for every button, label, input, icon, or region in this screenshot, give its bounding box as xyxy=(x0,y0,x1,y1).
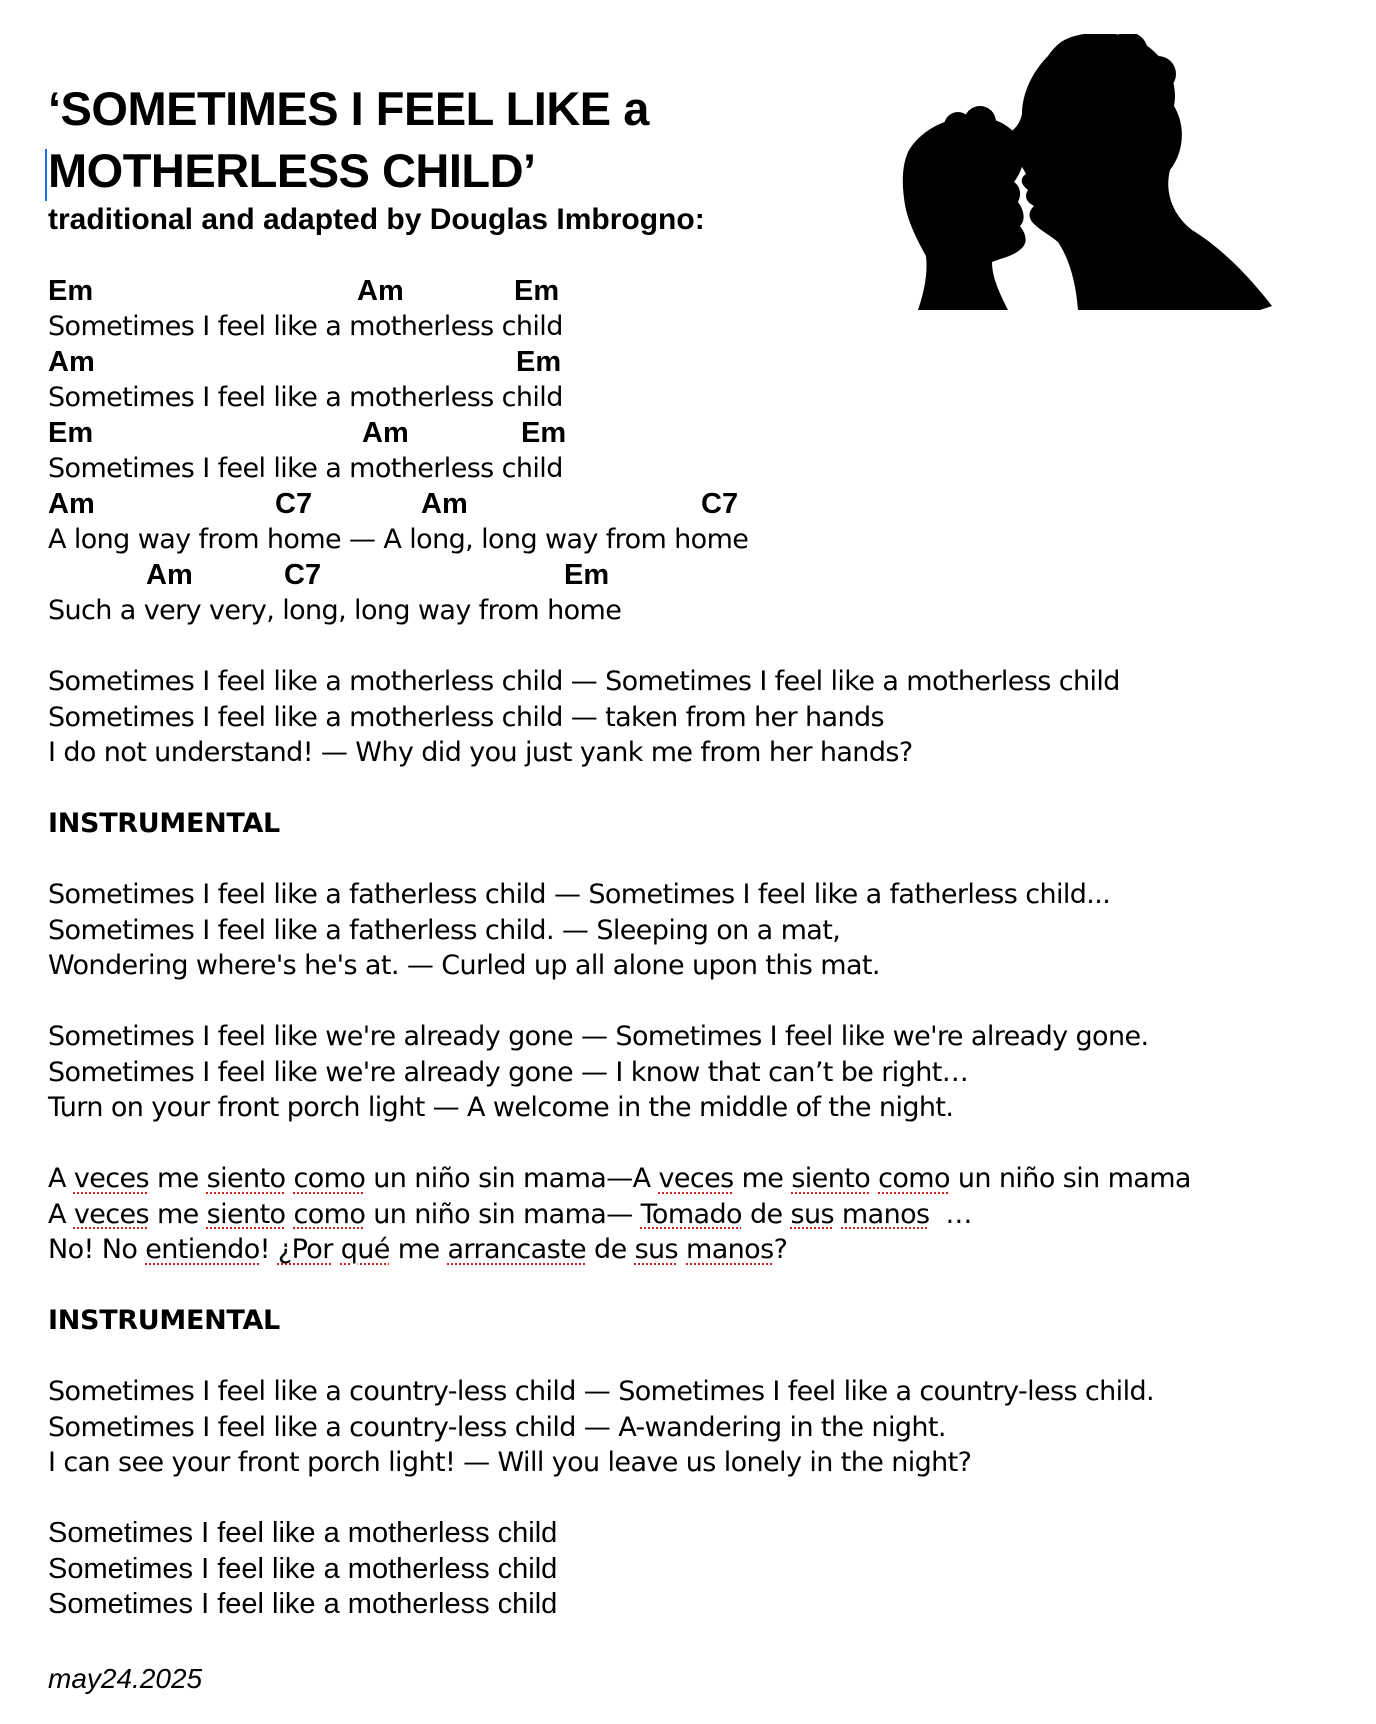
text-cursor xyxy=(45,149,47,201)
misspelled-word[interactable]: qué xyxy=(340,1234,390,1265)
misspelled-word[interactable]: siento xyxy=(791,1163,871,1194)
chord: Am xyxy=(421,487,468,520)
lyric-line: Sometimes I feel like a country-less child — Sometimes I feel like a country-less child. xyxy=(48,1376,1154,1407)
chord-line xyxy=(48,487,1348,523)
misspelled-word[interactable]: ¿Por xyxy=(277,1234,333,1265)
chord-line xyxy=(48,416,1348,452)
lyric-line: Wondering where's he's at. — Curled up all alone upon this mat. xyxy=(48,950,880,981)
text: A xyxy=(48,1198,74,1230)
lyric-line: Sometimes I feel like a motherless child — taken from her hands xyxy=(48,701,885,733)
lyric-line: Turn on your front porch light — A welcome in the middle of the night. xyxy=(48,1092,954,1123)
lyric-line: Sometimes I feel like we're already gone — Sometimes I feel like we're already gone. xyxy=(48,1021,1149,1052)
spacer xyxy=(48,1126,1348,1162)
misspelled-word[interactable]: siento xyxy=(206,1198,286,1230)
spacer xyxy=(48,629,1348,665)
instrumental-heading: INSTRUMENTAL xyxy=(48,808,280,839)
lyric-line: I do not understand! — Why did you just yank me from her hands? xyxy=(48,737,913,768)
misspelled-word[interactable]: como xyxy=(878,1163,950,1194)
text: … xyxy=(929,1198,972,1230)
song-title xyxy=(48,78,1348,202)
misspelled-word[interactable]: manos xyxy=(841,1198,930,1230)
lyric-line xyxy=(48,1161,1348,1197)
chord: Am xyxy=(48,487,95,520)
title-line-1: ‘SOMETIMES I FEEL LIKE a xyxy=(48,82,649,135)
misspelled-word[interactable]: entiendo xyxy=(145,1234,260,1265)
verse-6 xyxy=(48,1374,1348,1481)
text: No! No xyxy=(48,1234,146,1265)
misspelled-word[interactable]: sus xyxy=(634,1234,679,1265)
text: un niño sin mama xyxy=(949,1163,1191,1194)
text: de xyxy=(741,1198,791,1230)
text: un niño sin mama—A xyxy=(365,1163,659,1194)
misspelled-word[interactable]: como xyxy=(293,1198,366,1230)
text xyxy=(333,1234,341,1265)
text: me xyxy=(389,1234,448,1265)
misspelled-word[interactable]: arrancaste xyxy=(447,1234,587,1265)
lyric-line: A long way from home — A long, long way from home xyxy=(48,524,749,555)
instrumental-heading: INSTRUMENTAL xyxy=(48,1305,280,1336)
title-line-2: MOTHERLESS CHILD’ xyxy=(48,144,536,197)
text: me xyxy=(733,1163,792,1194)
ending-line: Sometimes I feel like a motherless child xyxy=(48,1588,558,1620)
song-sheet xyxy=(48,78,1348,1623)
misspelled-word[interactable]: manos xyxy=(686,1234,774,1265)
chord: C7 xyxy=(275,487,313,520)
lyric-line: Such a very very, long, long way from home xyxy=(48,595,622,626)
chord: Em xyxy=(516,345,562,378)
chord-line xyxy=(48,274,1348,310)
misspelled-word[interactable]: como xyxy=(293,1163,366,1194)
chord-line xyxy=(48,558,1348,594)
lyric-line: Sometimes I feel like a motherless child xyxy=(48,311,563,342)
song-subtitle: traditional and adapted by Douglas Imbrogno: xyxy=(48,203,705,236)
lyric-line: Sometimes I feel like a country-less child — A-wandering in the night. xyxy=(48,1411,946,1443)
text: me xyxy=(148,1198,207,1230)
lyric-line xyxy=(48,1197,1348,1233)
misspelled-word[interactable]: veces xyxy=(658,1163,734,1194)
ending-line: Sometimes I feel like a motherless child xyxy=(48,1552,558,1585)
ending-line: Sometimes I feel like a motherless child xyxy=(48,1517,558,1549)
chord-line xyxy=(48,345,1348,381)
chord: Em xyxy=(564,558,610,591)
verse-2 xyxy=(48,664,1348,771)
spacer xyxy=(48,771,1348,807)
chord: C7 xyxy=(284,558,322,591)
misspelled-word[interactable]: veces xyxy=(73,1163,149,1194)
spacer xyxy=(48,984,1348,1020)
text: un niño sin mama— xyxy=(365,1198,641,1230)
chord: Am xyxy=(362,416,409,449)
ending xyxy=(48,1516,1348,1623)
spacer xyxy=(48,1268,1348,1304)
spacer xyxy=(48,842,1348,878)
chord: Em xyxy=(48,416,94,449)
spacer xyxy=(48,1481,1348,1517)
misspelled-word[interactable]: veces xyxy=(73,1198,149,1230)
text: me xyxy=(148,1163,207,1194)
chord: Am xyxy=(357,274,404,307)
lyric-line: Sometimes I feel like a fatherless child. — Sleeping on a mat, xyxy=(48,914,841,946)
misspelled-word[interactable]: Tomado xyxy=(640,1198,742,1230)
text xyxy=(834,1199,842,1230)
spacer xyxy=(48,1339,1348,1375)
date-stamp: may24.2025 xyxy=(48,1663,203,1694)
verse-3 xyxy=(48,877,1348,984)
lyric-line: Sometimes I feel like a motherless child — Sometimes I feel like a motherless child xyxy=(48,666,1120,697)
chord: Em xyxy=(521,416,567,449)
verse-4 xyxy=(48,1019,1348,1126)
chord: C7 xyxy=(701,487,739,520)
text xyxy=(678,1234,686,1265)
text: A xyxy=(48,1163,74,1194)
lyric-line: I can see your front porch light! — Will you leave us lonely in the night? xyxy=(48,1447,972,1478)
lyric-line: Sometimes I feel like a motherless child xyxy=(48,453,563,484)
chord: Am xyxy=(48,345,95,378)
text: de xyxy=(586,1234,635,1265)
lyric-line: Sometimes I feel like a motherless child xyxy=(48,382,563,413)
lyric-line: Sometimes I feel like a fatherless child — Sometimes I feel like a fatherless child... xyxy=(48,879,1111,910)
lyric-line xyxy=(48,1232,1348,1268)
misspelled-word[interactable]: sus xyxy=(790,1198,834,1230)
chord: Em xyxy=(514,274,560,307)
chord: Am xyxy=(146,558,193,591)
text xyxy=(870,1163,878,1194)
verse-spanish xyxy=(48,1161,1348,1268)
lyric-line: Sometimes I feel like we're already gone — I know that can’t be right… xyxy=(48,1056,969,1088)
misspelled-word[interactable]: siento xyxy=(206,1163,286,1194)
text: ? xyxy=(773,1234,788,1265)
spacer xyxy=(48,238,1348,274)
chord-verse xyxy=(48,274,1348,629)
text: ! xyxy=(259,1234,278,1265)
chord: Em xyxy=(48,274,94,307)
